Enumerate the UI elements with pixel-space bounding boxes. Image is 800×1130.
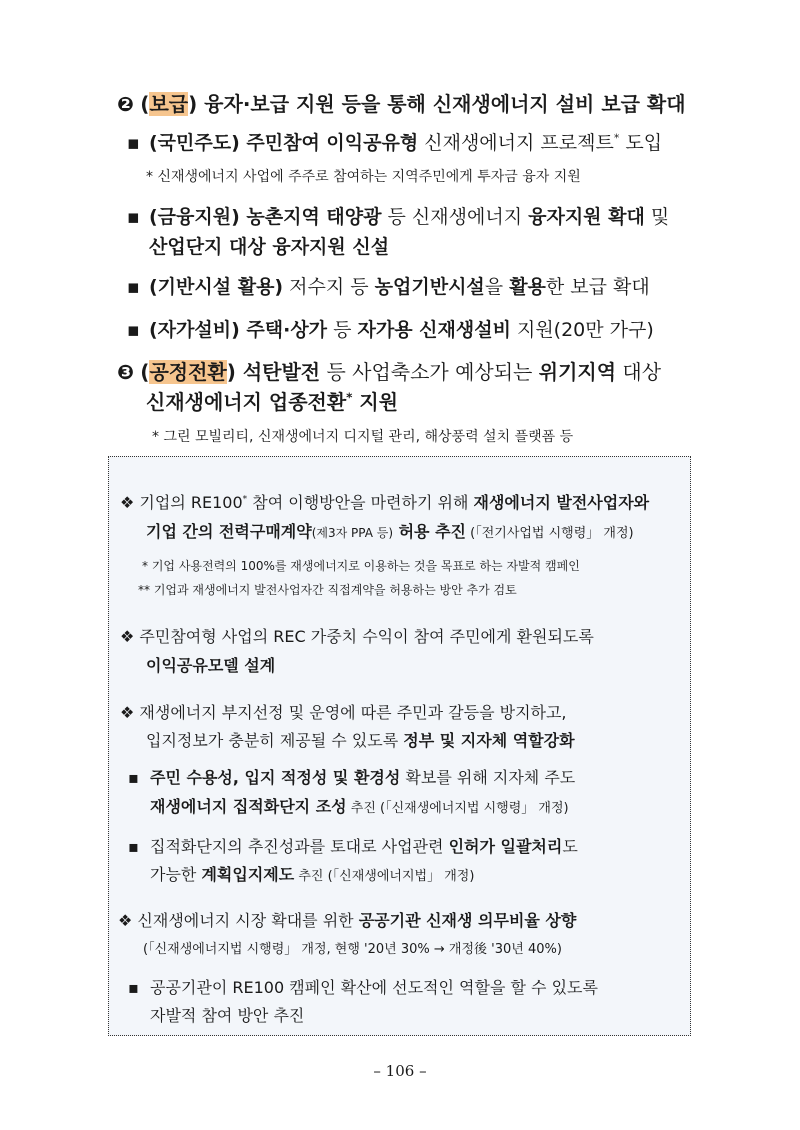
box-item-siting <box>120 700 567 723</box>
box-text: 기업의 RE100 <box>134 493 243 512</box>
bullet-text: 신재생에너지 프로젝트 <box>418 132 614 154</box>
box-text: 입지정보가 충분히 제공될 수 있도록 <box>146 731 404 750</box>
box-bold: 재생에너지 발전사업자와 <box>473 493 650 512</box>
box-bold: 정부 및 지자체 역할강화 <box>403 731 575 750</box>
box-text: 주민참여형 사업의 REC 가중치 수익이 참여 주민에게 환원되도록 <box>134 627 594 646</box>
footnote-mark: * <box>346 390 353 405</box>
bullet-bold: 자가용 신재생설비 <box>357 319 511 341</box>
box-text: (「전기사업법 시행령」 개정) <box>466 526 634 541</box>
bullet-bold: 활용 <box>509 276 546 298</box>
box-bold: 기업 간의 전력구매계약 <box>146 522 312 541</box>
section-title: 신재생에너지 업종전환 <box>146 390 347 414</box>
box-small: (제3자 PPA 등) <box>311 526 394 540</box>
box-text: 신재생에너지 시장 확대를 위한 <box>132 911 359 930</box>
box-bold: 허용 추진 <box>393 522 466 541</box>
box-text: 추진 (「신재생에너지법 시행령」 개정) <box>346 801 569 816</box>
box-bold: 계획입지제도 <box>201 865 295 884</box>
bullet-lead: (자가설비) 주택·상가 <box>149 319 328 341</box>
section2-heading: ❷ (보급) 융자·보급 지원 등을 통해 신재생에너지 설비 보급 확대 <box>117 92 686 116</box>
section-title: 지원 <box>352 390 399 414</box>
bullet-bold: 농업기반시설 <box>374 276 485 298</box>
box-text: 공공기관이 RE100 캠페인 확산에 선도적인 역할을 할 수 있도록 <box>150 978 598 997</box>
footnote-mark: * <box>613 131 620 145</box>
box-subitem-cluster <box>128 765 575 788</box>
section3-heading-line2 <box>146 386 398 415</box>
bullet-finance: ▪ (금융지원) 농촌지역 태양광 등 신재생에너지 융자지원 확대 및 <box>127 206 670 228</box>
square-bullet-icon: ▪ <box>128 978 139 997</box>
bullet-text: 지원(20만 가구) <box>510 319 654 341</box>
box-subitem-planning-line2 <box>150 862 474 885</box>
box-text: 재생에너지 부지선정 및 운영에 따른 주민과 갈등을 방지하고, <box>134 703 567 722</box>
section-title: 석탄발전 <box>235 360 321 384</box>
box-item-public-ratio-line2: (「신재생에너지법 시행령」 개정, 현행 '20년 30% → 개정後 '30년 40%) <box>143 942 562 957</box>
bullet-infrastructure: ▪ (기반시설 활용) 저수지 등 농업기반시설을 활용한 보급 확대 <box>127 276 650 298</box>
box-text: 참여 이행방안을 마련하기 위해 <box>247 493 474 512</box>
section-text: 대상 <box>616 360 662 384</box>
bullet-bold: 융자지원 확대 <box>528 206 645 228</box>
box-item-public-ratio <box>118 908 576 931</box>
footnote: * 신재생에너지 사업에 주주로 참여하는 지역주민에게 투자금 융자 지원 <box>146 169 581 185</box>
box-item-profit-sharing-line2: 이익공유모델 설계 <box>146 656 276 675</box>
bullet-text: 도입 <box>619 132 663 154</box>
box-item-siting-line2 <box>146 728 575 751</box>
section-bold: 위기지역 <box>538 360 617 384</box>
page-number: – 106 – <box>373 1062 427 1080</box>
section-text: 등 사업축소가 예상되는 <box>320 360 539 384</box>
bullet-lead: (금융지원) 농촌지역 태양광 <box>149 206 382 228</box>
box-subitem-planning <box>128 834 578 857</box>
bullet-self-use: ▪ (자가설비) 주택·상가 등 자가용 신재생설비 지원(20만 가구) <box>127 319 654 341</box>
box-subitem-re100-public-line2: 자발적 참여 방안 추진 <box>150 1006 305 1025</box>
section-tag: 공정전환 <box>149 360 227 384</box>
diamond-bullet-icon: ❖ <box>118 911 133 930</box>
box-footnote: ** 기업과 재생에너지 발전사업자간 직접계약을 허용하는 방안 추가 검토 <box>138 583 517 597</box>
box-text: 도 <box>562 837 578 856</box>
bullet-citizen-led: ▪ (국민주도) 주민참여 이익공유형 신재생에너지 프로젝트* 도입 <box>127 131 663 154</box>
bullet-lead: (국민주도) 주민참여 이익공유형 <box>149 132 419 154</box>
box-text: 집적화단지의 추진성과를 토대로 사업관련 <box>150 837 449 856</box>
square-bullet-icon: ▪ <box>128 768 139 787</box>
bullet-lead: (기반시설 활용) <box>149 276 284 298</box>
box-item-re100 <box>120 490 649 513</box>
footnote-mark: * <box>242 494 248 505</box>
section-tag: 보급 <box>149 92 189 116</box>
bullet-text: 한 보급 확대 <box>545 276 650 298</box>
bullet-text: 등 신재생에너지 <box>381 206 529 228</box>
diamond-bullet-icon: ❖ <box>120 493 135 512</box>
box-bold: 인허가 일괄처리 <box>448 837 563 856</box>
box-text: 확보를 위해 지자체 주도 <box>400 768 576 787</box>
bullet-text: 저수지 등 <box>283 276 375 298</box>
section-number: ❸ <box>117 360 134 384</box>
box-bold: 재생에너지 집적화단지 조성 <box>150 797 347 816</box>
box-item-re100-line2 <box>146 519 634 542</box>
box-subitem-cluster-line2 <box>150 794 569 817</box>
footnote: * 그린 모빌리티, 신재생에너지 디지털 관리, 해상풍력 설치 플랫폼 등 <box>152 429 574 445</box>
bullet-text: 등 <box>327 319 358 341</box>
box-footnote: * 기업 사용전력의 100%를 재생에너지로 이용하는 것을 목표로 하는 자발적 캠페인 <box>142 559 580 573</box>
box-item-profit-sharing <box>120 624 594 647</box>
box-bold: 주민 수용성, 입지 적정성 및 환경성 <box>150 768 401 787</box>
diamond-bullet-icon: ❖ <box>120 703 135 722</box>
box-subitem-re100-public <box>128 975 598 998</box>
section3-heading: ❸ (공정전환) 석탄발전 등 사업축소가 예상되는 위기지역 대상 <box>117 360 662 384</box>
diamond-bullet-icon: ❖ <box>120 627 135 646</box>
bullet-text: 을 <box>484 276 510 298</box>
box-text: 가능한 <box>150 865 202 884</box>
section-number: ❷ <box>117 92 134 116</box>
square-bullet-icon: ▪ <box>128 837 139 856</box>
bullet-text: 및 <box>644 206 670 228</box>
section-title: 융자·보급 지원 등을 통해 신재생에너지 설비 보급 확대 <box>197 92 686 116</box>
bullet-finance-line2: 산업단지 대상 융자지원 신설 <box>149 236 390 258</box>
box-text: 추진 (「신재생에너지법」 개정) <box>294 869 475 884</box>
box-bold: 공공기관 신재생 의무비율 상향 <box>358 911 577 930</box>
